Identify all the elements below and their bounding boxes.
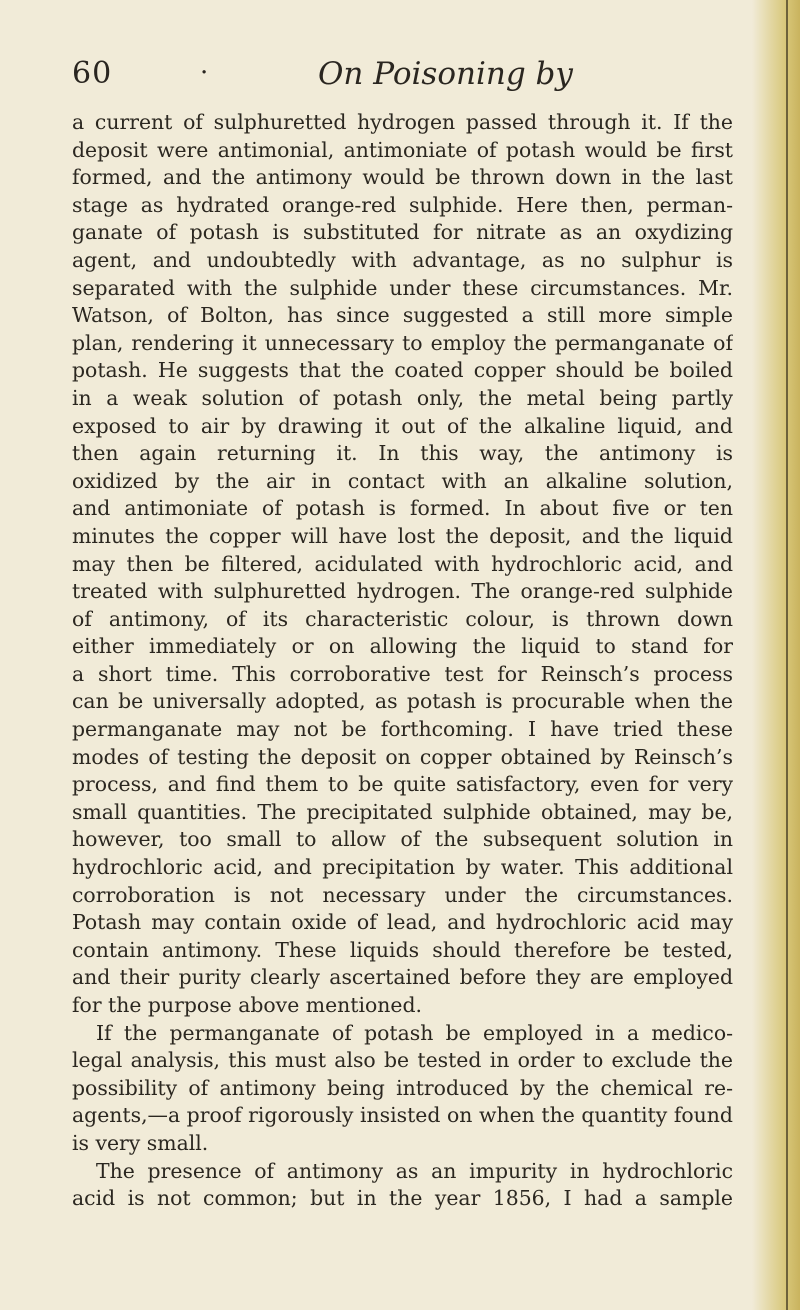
text-line: for the purpose above mentioned.	[72, 993, 423, 1017]
body-text	[72, 109, 733, 1213]
page-edge	[752, 0, 800, 1310]
text-line: minutes the copper will have lost the deposit, and the liquid	[72, 523, 733, 548]
text-line: potash. He suggests that the coated copper should be boiled	[72, 358, 733, 383]
text-line: then again returning it. In this way, the antimony is	[72, 441, 733, 466]
running-title: On Poisoning by	[318, 56, 573, 92]
header-separator: ·	[200, 58, 209, 88]
text-line: in a weak solution of potash only, the metal being partly	[72, 385, 733, 410]
text-line: possibility of antimony being introduced by the chemical re-	[72, 1075, 733, 1100]
text-line: of antimony, of its characteristic colour, is thrown down	[72, 606, 733, 631]
text-line: exposed to air by drawing it out of the alkaline liquid, and	[72, 413, 733, 438]
text-line: a current of sulphuretted hydrogen passed through it. If the	[72, 110, 733, 134]
text-line: either immediately or on allowing the liquid to stand for	[72, 634, 733, 659]
text-line: contain antimony. These liquids should therefore be tested,	[72, 937, 733, 962]
text-line: corroboration is not necessary under the circumstances.	[72, 882, 733, 907]
text-line: and antimoniate of potash is formed. In about five or ten	[72, 496, 733, 521]
text-line: legal analysis, this must also be tested in order to exclude the	[72, 1048, 733, 1073]
text-line: Potash may contain oxide of lead, and hydrochloric acid may	[72, 910, 733, 935]
text-line: Watson, of Bolton, has since suggested a still more simple	[72, 303, 733, 328]
page-number: 60	[72, 56, 113, 91]
text-line: a short time. This corroborative test for Reinsch’s process	[72, 661, 733, 686]
text-line: plan, rendering it unnecessary to employ the permanganate of	[72, 330, 733, 355]
text-line: process, and find them to be quite satisfactory, even for very	[72, 772, 733, 797]
text-line: hydrochloric acid, and precipitation by water. This additional	[72, 855, 733, 880]
text-line: modes of testing the deposit on copper obtained by Reinsch’s	[72, 744, 733, 769]
text-line: agents,—a proof rigorously insisted on when the quantity found	[72, 1103, 733, 1128]
text-line: however, too small to allow of the subsequent solution in	[72, 827, 733, 852]
text-line: acid is not common; but in the year 1856, I had a sample	[72, 1186, 733, 1211]
text-line: small quantities. The precipitated sulphide obtained, may be,	[72, 799, 733, 824]
text-line: separated with the sulphide under these circumstances. Mr.	[72, 275, 733, 300]
binding-edge-line	[786, 0, 788, 1310]
text-line: formed, and the antimony would be thrown down in the last	[72, 165, 733, 190]
text-line: stage as hydrated orange-red sulphide. Here then, perman-	[72, 192, 733, 217]
text-line: oxidized by the air in contact with an alkaline solution,	[72, 468, 733, 493]
text-line: deposit were antimonial, antimoniate of potash would be first	[72, 137, 733, 162]
text-line: can be universally adopted, as potash is procurable when the	[72, 689, 733, 714]
text-line: ganate of potash is substituted for nitrate as an oxydizing	[72, 220, 733, 245]
text-line: may then be filtered, acidulated with hydrochloric acid, and	[72, 551, 733, 576]
text-line: treated with sulphuretted hydrogen. The orange-red sulphide	[72, 579, 733, 604]
page-header	[0, 56, 800, 96]
text-line: agent, and undoubtedly with advantage, as no sulphur is	[72, 247, 733, 272]
text-line: permanganate may not be forthcoming. I have tried these	[72, 717, 733, 742]
paragraph-start-line: The presence of antimony as an impurity in hydrochloric	[96, 1158, 733, 1183]
text-line: is very small.	[72, 1130, 209, 1155]
text-line: and their purity clearly ascertained before they are employed	[72, 965, 733, 990]
paragraph-start-line: If the permanganate of potash be employed in a medico-	[96, 1020, 733, 1045]
